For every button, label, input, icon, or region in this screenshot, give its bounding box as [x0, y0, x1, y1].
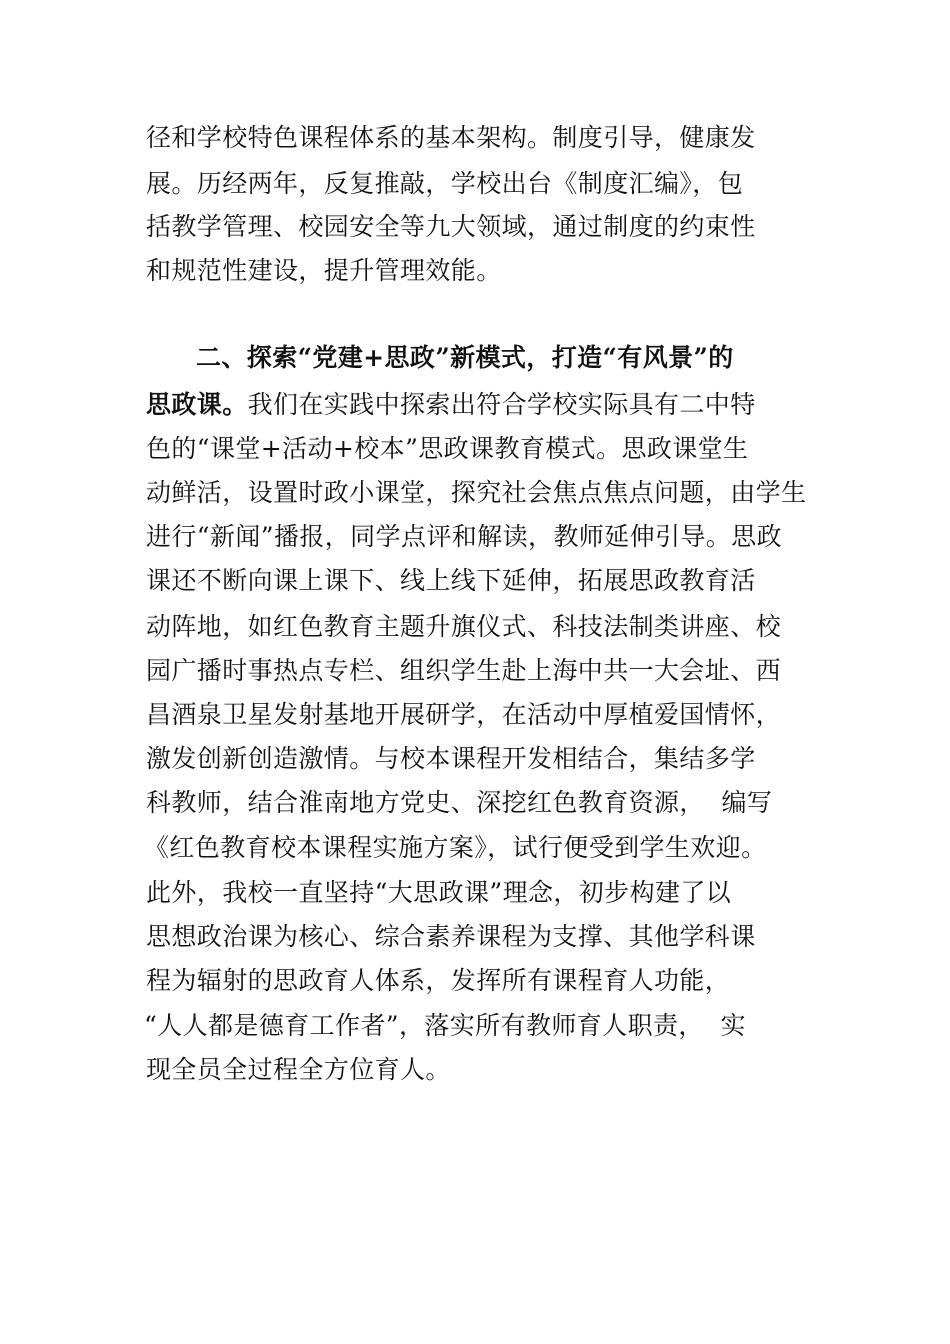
- paragraph2-line: 激发创新创造激情。与校本课程开发相结合，集结多学: [146, 744, 756, 773]
- paragraph2-line: 科教师，结合淮南地方党史、深挖红色教育资源， 编写: [146, 788, 773, 817]
- paragraph2-line: 色的“课堂+活动+校本”思政课教育模式。思政课堂生: [146, 434, 749, 463]
- paragraph1-line: 括教学管理、校园安全等九大领域，通过制度的约束性: [146, 212, 756, 241]
- section-heading-tail: 思政课。: [146, 390, 248, 419]
- paragraph2-line: 《红色教育校本课程实施方案》，试行便受到学生欢迎。: [144, 833, 767, 862]
- paragraph1-line: 径和学校特色课程体系的基本架构。制度引导，健康发: [146, 123, 756, 152]
- paragraph2-line: 程为辐射的思政育人体系，发挥所有课程育人功能，: [146, 966, 731, 995]
- paragraph1-line: 和规范性建设，提升管理效能。: [146, 256, 502, 285]
- paragraph2-line: 思想政治课为核心、综合素养课程为支撑、其他学科课: [146, 922, 756, 951]
- paragraph2-first-line: 我们在实践中探索出符合学校实际具有二中特: [247, 390, 756, 419]
- paragraph2-line: “人人都是德育工作者”，落实所有教师育人职责， 实: [144, 1011, 746, 1040]
- paragraph2-line: 进行“新闻”播报，同学点评和解读，教师延伸引导。思政: [146, 522, 782, 551]
- section-heading: 二、探索“党建+思政”新模式，打造“有风景”的: [196, 343, 734, 372]
- paragraph2-line: 此外，我校一直坚持“大思政课”理念，初步构建了以: [146, 878, 732, 907]
- paragraph2-line: 课还不断向课上课下、线上线下延伸，拓展思政教育活: [146, 566, 756, 595]
- paragraph2-line: 园广播时事热点专栏、组织学生赴上海中共一大会址、西: [146, 656, 782, 685]
- section-heading-continuation: [146, 390, 756, 420]
- paragraph2-line: 昌酒泉卫星发射基地开展研学，在活动中厚植爱国情怀，: [146, 700, 782, 729]
- paragraph2-line: 动阵地，如红色教育主题升旗仪式、科技法制类讲座、校: [146, 612, 782, 641]
- paragraph2-line: 现全员全过程全方位育人。: [146, 1055, 451, 1084]
- paragraph1-line: 展。历经两年，反复推敲，学校出台《制度汇编》，包: [146, 169, 744, 198]
- paragraph2-line: 动鲜活，设置时政小课堂，探究社会焦点焦点问题，由学生: [146, 478, 807, 507]
